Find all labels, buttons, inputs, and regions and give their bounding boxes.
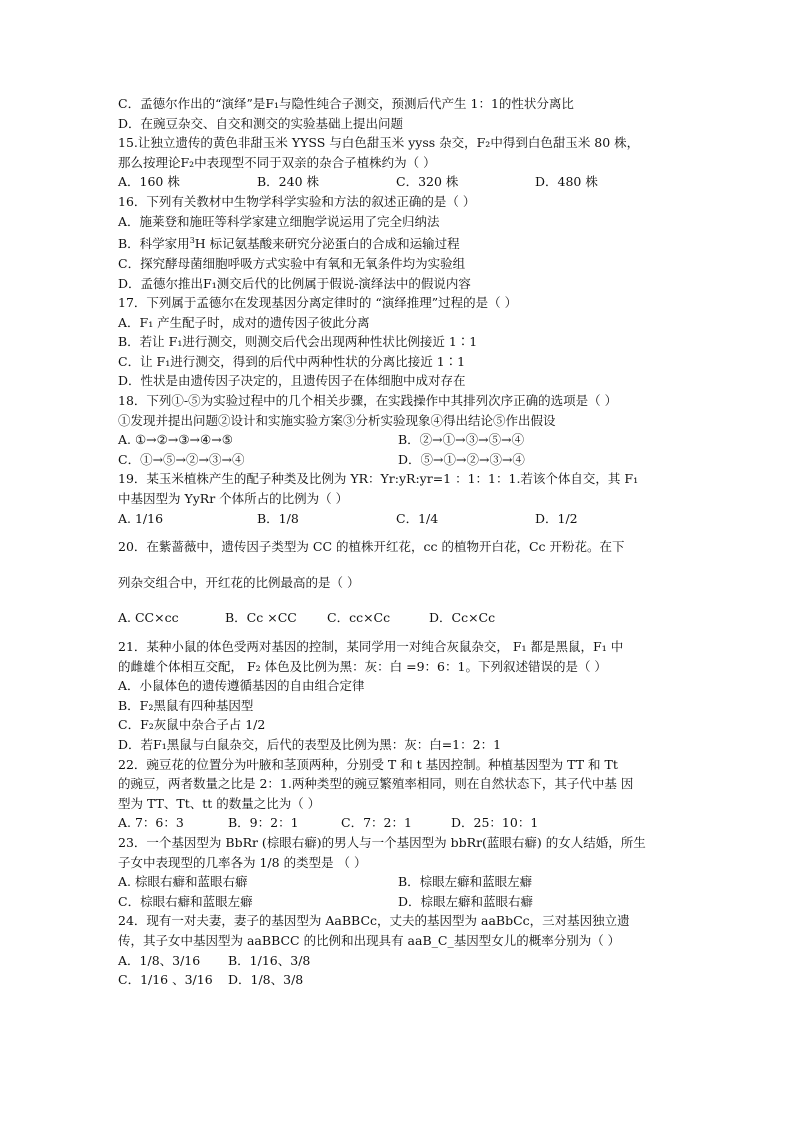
q15-option-c: C．320 株 bbox=[396, 174, 459, 190]
q22-option-a: A. 7：6：3 bbox=[118, 815, 184, 831]
q24-options-row2 bbox=[118, 970, 678, 990]
q22-stem: 22．豌豆花的位置分为叶腋和茎顶两种，分别受 T 和 t 基因控制。种植基因型为 TT 和 Tt bbox=[118, 756, 618, 772]
q24-stem: 24．现有一对夫妻，妻子的基因型为 AaBBCc，丈夫的基因型为 aaBbCc，三对基因独立遗 bbox=[118, 913, 630, 929]
q23-stem: 23．一个基因型为 BbRr (棕眼右癖)的男人与一个基因型为 bbRr(蓝眼右癖) 的女人结婚，所生 bbox=[118, 834, 646, 850]
q15-stem-cont: 那么按理论F₂中表现型不同于双亲的杂合子植株约为（ ） bbox=[118, 154, 436, 170]
q18-option-c: C．①→⑤→②→③→④ bbox=[118, 451, 245, 467]
q19-option-b: B．1/8 bbox=[257, 510, 299, 526]
q19-option-a: A. 1/16 bbox=[118, 510, 164, 526]
q21-option-c: C．F₂灰鼠中杂合子占 1/2 bbox=[118, 717, 266, 733]
q22-option-c: C．7：2：1 bbox=[341, 815, 412, 831]
q16-option-d: D．孟德尔推出F₁测交后代的比例属于假说-演绎法中的假说内容 bbox=[118, 275, 471, 291]
q21-stem-cont: 的雌雄个体相互交配， F₂ 体色及比例为黑：灰：白 =9：6：1。下列叙述错误的是（ ） bbox=[118, 658, 607, 674]
q20-option-b: B．Cc ×CC bbox=[225, 610, 297, 626]
q17-option-c: C．让 F₁进行测交，得到的后代中两种性状的分离比接近 1∶1 bbox=[118, 353, 466, 369]
q16-option-a: A．施莱登和施旺等科学家建立细胞学说运用了完全归纳法 bbox=[118, 213, 440, 229]
q19-options bbox=[118, 509, 678, 529]
q24-option-d: D．1/8、3/8 bbox=[228, 972, 304, 988]
q21-option-b: B．F₂黑鼠有四种基因型 bbox=[118, 697, 254, 713]
q17-option-b: B．若让 F₁进行测交，则测交后代会出现两种性状比例接近 1∶1 bbox=[118, 334, 478, 350]
q20-option-d: D．Cc×Cc bbox=[429, 610, 496, 626]
q15-option-b: B．240 株 bbox=[257, 174, 320, 190]
q24-stem-cont: 传，其子女中基因型为 aaBBCC 的比例和出现具有 aaB_C_基因型女儿的概率分别为（ ） bbox=[118, 932, 621, 948]
q23-stem-cont: 子女中表现型的几率各为 1/8 的类型是 （ ） bbox=[118, 854, 367, 870]
q19-option-d: D．1/2 bbox=[535, 510, 578, 526]
q15-stem: 15.让独立遗传的黄色非甜玉米 YYSS 与白色甜玉米 yyss 杂交，F₂中得到白色甜玉米 80 株， bbox=[118, 135, 640, 151]
q23-option-a: A. 棕眼右癖和蓝眼右癖 bbox=[118, 874, 248, 890]
q24-option-b: B．1/16、3/8 bbox=[228, 952, 311, 968]
q20-stem-cont: 列杂交组合中，开红花的比例最高的是（ ） bbox=[118, 574, 360, 590]
q20-option-c: C．cc×Cc bbox=[327, 610, 391, 626]
q18-options-row1 bbox=[118, 430, 678, 450]
exam-page bbox=[118, 94, 678, 990]
q22-stem-cont2: 型为 TT、Tt、tt 的数量之比为（ ） bbox=[118, 795, 321, 811]
q22-stem-cont: 的豌豆，两者数量之比是 2：1.两种类型的豌豆繁殖率相同，则在自然状态下，其子代中基 因 bbox=[118, 776, 634, 792]
q16-option-b-sup: 3 bbox=[189, 236, 195, 246]
q24-option-c: C．1/16 、3/16 bbox=[118, 972, 213, 988]
q14-option-d: D．在豌豆杂交、自交和测交的实验基础上提出问题 bbox=[118, 115, 404, 131]
q17-option-a: A．F₁ 产生配子时，成对的遗传因子彼此分离 bbox=[118, 314, 370, 330]
q16-option-b-pre: B．科学家用 bbox=[118, 236, 190, 252]
q21-option-a: A．小鼠体色的遗传遵循基因的自由组合定律 bbox=[118, 678, 365, 694]
q18-option-b: B．②→①→③→⑤→④ bbox=[398, 432, 525, 448]
q24-options-row1 bbox=[118, 951, 678, 971]
q18-option-a: A. ①→②→③→④→⑤ bbox=[118, 432, 233, 448]
q19-option-c: C．1/4 bbox=[396, 510, 439, 526]
q21-stem: 21．某种小鼠的体色受两对基因的控制，某同学用一对纯合灰鼠杂交， F₁ 都是黑鼠，F₁ 中 bbox=[118, 639, 624, 654]
q15-options bbox=[118, 172, 678, 192]
q16-option-c: C．探究酵母菌细胞呼吸方式实验中有氧和无氧条件均为实验组 bbox=[118, 255, 466, 271]
q18-steps: ①发现并提出问题②设计和实施实验方案③分析实验现象④得出结论⑤作出假设 bbox=[118, 412, 556, 428]
q23-options-row1 bbox=[118, 872, 678, 892]
q17-stem: 17．下列属于孟德尔在发现基因分离定律时的 “演绎推理”过程的是（ ） bbox=[118, 295, 518, 311]
q21-option-d: D．若F₁黑鼠与白鼠杂交，后代的表型及比例为黑：灰：白=1：2：1 bbox=[118, 736, 502, 752]
q18-stem: 18．下列①-⑤为实验过程中的几个相关步骤，在实践操作中其排列次序正确的选项是（ ） bbox=[118, 393, 618, 409]
q23-option-d: D．棕眼左癖和蓝眼右癖 bbox=[398, 893, 534, 909]
q23-option-c: C．棕眼右癖和蓝眼左癖 bbox=[118, 893, 253, 909]
q16-stem: 16．下列有关教材中生物学科学实验和方法的叙述正确的是（ ） bbox=[118, 193, 476, 209]
q24-option-a: A．1/8、3/16 bbox=[118, 952, 201, 968]
q23-option-b: B．棕眼左癖和蓝眼左癖 bbox=[398, 874, 533, 890]
q18-options-row2 bbox=[118, 450, 678, 470]
q17-option-d: D．性状是由遗传因子决定的，且遗传因子在体细胞中成对存在 bbox=[118, 373, 466, 389]
q22-option-d: D．25：10：1 bbox=[451, 815, 539, 831]
q20-stem: 20．在紫蔷薇中，遗传因子类型为 CC 的植株开红花，cc 的植物开白花，Cc 开粉花。在下 bbox=[118, 539, 625, 555]
q20-option-a: A. CC×cc bbox=[118, 610, 179, 626]
q22-options bbox=[118, 813, 678, 833]
q19-stem: 19．某玉米植株产生的配子种类及比例为 YR：Yr:yR:yr=1 ：1：1：1.若该个体自交，其 F₁ bbox=[118, 471, 639, 487]
q15-option-d: D．480 株 bbox=[535, 174, 598, 190]
q14-option-c: C．孟德尔作出的“演绎”是F₁与隐性纯合子测交，预测后代产生 1：1的性状分离比 bbox=[118, 96, 574, 111]
q15-option-a: A．160 株 bbox=[118, 174, 180, 190]
q18-option-d: D．⑤→①→②→③→④ bbox=[398, 451, 525, 467]
q19-stem-cont: 中基因型为 YyRr 个体所占的比例为（ ） bbox=[118, 491, 349, 507]
q16-option-b-post: H 标记氨基酸来研究分泌蛋白的合成和运输过程 bbox=[194, 236, 460, 252]
q20-options bbox=[118, 608, 678, 628]
q23-options-row2 bbox=[118, 892, 678, 912]
q16-option-b bbox=[118, 231, 678, 254]
q22-option-b: B．9：2：1 bbox=[228, 815, 299, 831]
